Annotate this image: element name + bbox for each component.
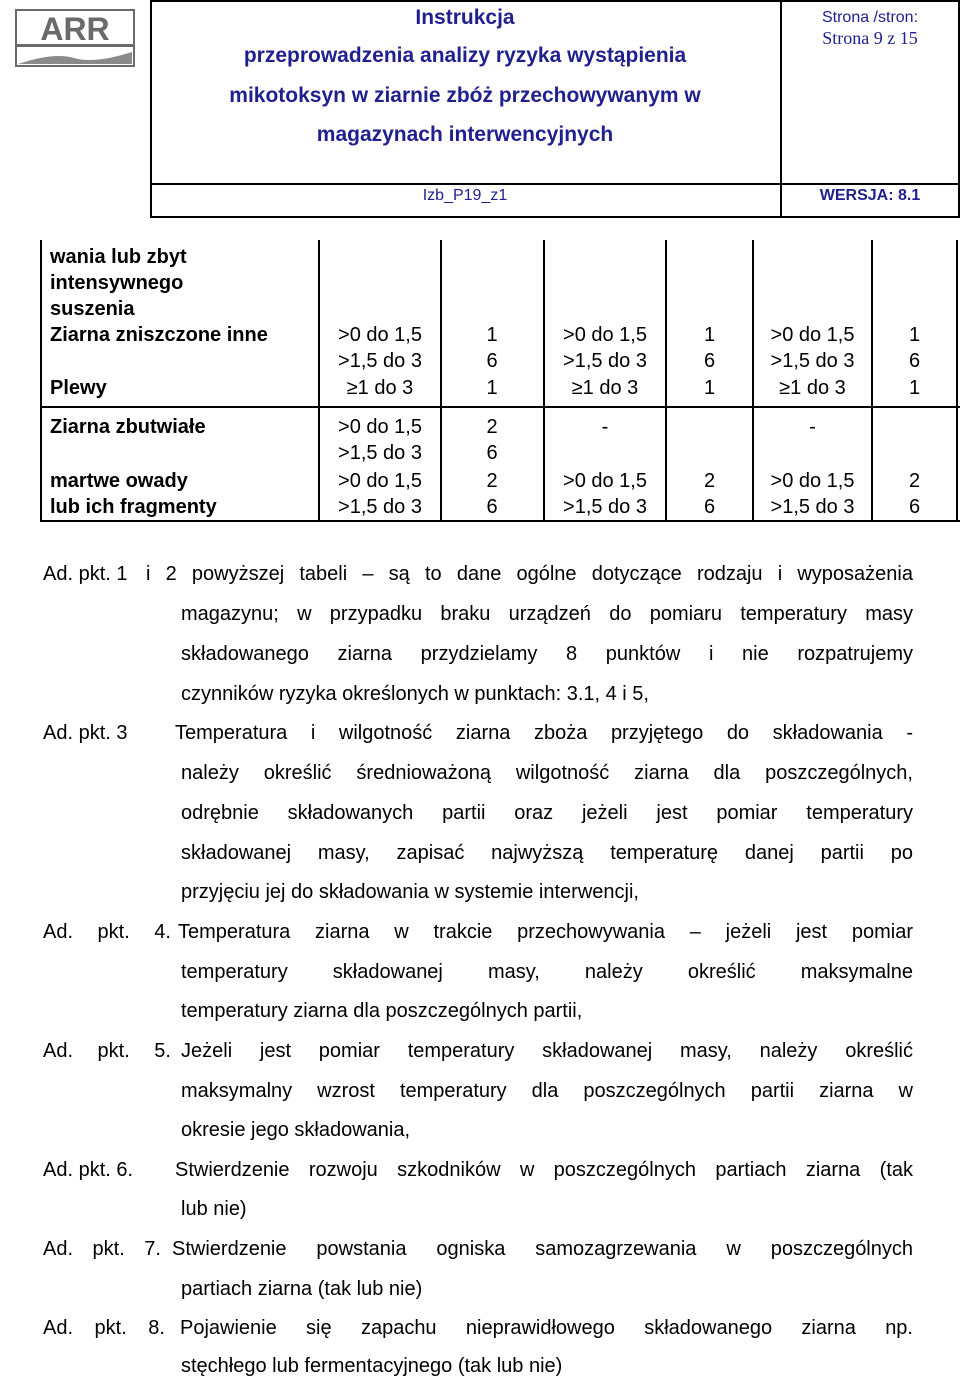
range-cell: >1,5 do 3 bbox=[563, 350, 647, 372]
title-line: mikotoksyn w ziarnie zbóż przechowywanym w bbox=[229, 84, 701, 107]
paragraph-line: przyjęciu jej do składowania w systemie interwencji, bbox=[181, 881, 639, 903]
paragraph-line: odrębnie składowanych partii oraz jeżeli jest pomiar temperatury bbox=[181, 802, 913, 824]
points-cell: 2 bbox=[908, 470, 921, 492]
range-cell: >1,5 do 3 bbox=[338, 442, 422, 464]
paragraph-line: Jeżeli jest pomiar temperatury składowanej masy, należy określić bbox=[181, 1040, 913, 1062]
points-cell: 2 bbox=[703, 470, 716, 492]
row-label: intensywnego bbox=[50, 272, 184, 294]
row-label: Plewy bbox=[50, 377, 107, 399]
range-cell: ≥1 do 3 bbox=[571, 377, 639, 399]
row-label: wania lub zbyt bbox=[50, 246, 187, 268]
points-cell: 2 bbox=[486, 416, 498, 438]
points-cell: 1 bbox=[703, 377, 716, 399]
range-cell: >0 do 1,5 bbox=[563, 324, 647, 346]
range-cell: >1,5 do 3 bbox=[338, 496, 422, 518]
dash-cell: - bbox=[601, 416, 609, 438]
range-cell: >1,5 do 3 bbox=[338, 350, 422, 372]
paragraph-line: Pojawienie się zapachu nieprawidłowego składowanego ziarna np. bbox=[180, 1317, 913, 1339]
paragraph-line: i 2 powyższej tabeli – są to dane ogólne dotyczące rodzaju i wyposażenia bbox=[146, 563, 913, 585]
paragraph-line: maksymalny wzrost temperatury dla poszczególnych partii ziarna w bbox=[181, 1080, 913, 1102]
row-label: Ziarna zbutwiałe bbox=[50, 416, 206, 438]
row-label: Ziarna zniszczone inne bbox=[50, 324, 268, 346]
dash-cell: - bbox=[809, 416, 816, 438]
range-cell: >0 do 1,5 bbox=[770, 324, 855, 346]
paragraph-line: okresie jego składowania, bbox=[181, 1119, 411, 1141]
page-label: Strona /stron: bbox=[821, 9, 919, 26]
document-code: Izb_P19_z1 bbox=[422, 187, 508, 204]
points-cell: 1 bbox=[486, 324, 498, 346]
range-cell: >0 do 1,5 bbox=[338, 324, 422, 346]
points-cell: 6 bbox=[703, 496, 716, 518]
points-cell: 2 bbox=[486, 470, 498, 492]
page-number: Strona 9 z 15 bbox=[822, 28, 918, 48]
paragraph-line: lub nie) bbox=[181, 1198, 247, 1220]
title-line: magazynach interwencyjnych bbox=[316, 123, 614, 146]
points-cell: 1 bbox=[486, 377, 498, 399]
document-header bbox=[0, 0, 960, 218]
range-cell: >1,5 do 3 bbox=[770, 350, 855, 372]
paragraph-line: czynników ryzyka określonych w punktach: 3.1, 4 i 5, bbox=[181, 683, 649, 705]
title-line: Instrukcja bbox=[415, 6, 515, 29]
points-cell: 1 bbox=[908, 324, 921, 346]
range-cell: >0 do 1,5 bbox=[563, 470, 647, 492]
svg-text:ARR: ARR bbox=[40, 11, 110, 47]
paragraph-line: magazynu; w przypadku braku urządzeń do pomiaru temperatury masy bbox=[181, 603, 913, 625]
paragraph-line: temperatury składowanej masy, należy określić maksymalne bbox=[181, 961, 913, 983]
paragraph-line: składowanego ziarna przydzielamy 8 punktów i nie rozpatrujemy bbox=[181, 643, 913, 665]
range-cell: >0 do 1,5 bbox=[338, 416, 422, 438]
arr-logo-icon bbox=[14, 8, 136, 68]
paragraph-line: Stwierdzenie rozwoju szkodników w poszczególnych partiach ziarna (tak bbox=[175, 1159, 913, 1181]
paragraph-marker: Ad. pkt. 1 bbox=[43, 563, 128, 585]
paragraph-line: temperatury ziarna dla poszczególnych partii, bbox=[181, 1000, 583, 1022]
row-label: lub ich fragmenty bbox=[50, 496, 217, 518]
range-cell: >1,5 do 3 bbox=[770, 496, 855, 518]
points-cell: 1 bbox=[908, 377, 921, 399]
paragraph-marker: Ad. pkt. 8. bbox=[43, 1317, 165, 1339]
paragraph-line: Temperatura ziarna w trakcie przechowywania – jeżeli jest pomiar bbox=[178, 921, 913, 943]
range-cell: >0 do 1,5 bbox=[770, 470, 855, 492]
paragraph-marker: Ad. pkt. 4. bbox=[43, 921, 171, 943]
document-version: WERSJA: 8.1 bbox=[819, 187, 921, 204]
points-cell: 6 bbox=[486, 442, 498, 464]
paragraph-line: Temperatura i wilgotność ziarna zboża przyjętego do składowania - bbox=[175, 722, 913, 744]
range-cell: >1,5 do 3 bbox=[563, 496, 647, 518]
row-label: suszenia bbox=[50, 298, 135, 320]
paragraph-line: należy określić średnioważoną wilgotność ziarna dla poszczególnych, bbox=[181, 762, 913, 784]
points-cell: 1 bbox=[703, 324, 716, 346]
paragraph-line: Stwierdzenie powstania ogniska samozagrzewania w poszczególnych bbox=[172, 1238, 913, 1260]
paragraph-marker: Ad. pkt. 3 bbox=[43, 722, 128, 744]
risk-table bbox=[0, 240, 960, 522]
range-cell: ≥1 do 3 bbox=[346, 377, 414, 399]
points-cell: 6 bbox=[908, 496, 921, 518]
title-line: przeprowadzenia analizy ryzyka wystąpienia bbox=[243, 44, 687, 67]
page-counter bbox=[780, 8, 960, 48]
paragraph-line: stęchłego lub fermentacyjnego (tak lub nie) bbox=[181, 1355, 563, 1377]
paragraph-marker: Ad. pkt. 7. bbox=[43, 1238, 161, 1260]
paragraph-marker: Ad. pkt. 5. bbox=[43, 1040, 171, 1062]
range-cell: >0 do 1,5 bbox=[338, 470, 422, 492]
points-cell: 6 bbox=[486, 496, 498, 518]
row-label: martwe owady bbox=[50, 470, 188, 492]
points-cell: 6 bbox=[703, 350, 716, 372]
paragraph-marker: Ad. pkt. 6. bbox=[43, 1159, 134, 1181]
paragraph-line: składowanej masy, zapisać najwyższą temperaturę danej partii po bbox=[181, 842, 913, 864]
paragraph-line: partiach ziarna (tak lub nie) bbox=[181, 1278, 423, 1300]
points-cell: 6 bbox=[908, 350, 921, 372]
range-cell: ≥1 do 3 bbox=[779, 377, 846, 399]
points-cell: 6 bbox=[486, 350, 498, 372]
